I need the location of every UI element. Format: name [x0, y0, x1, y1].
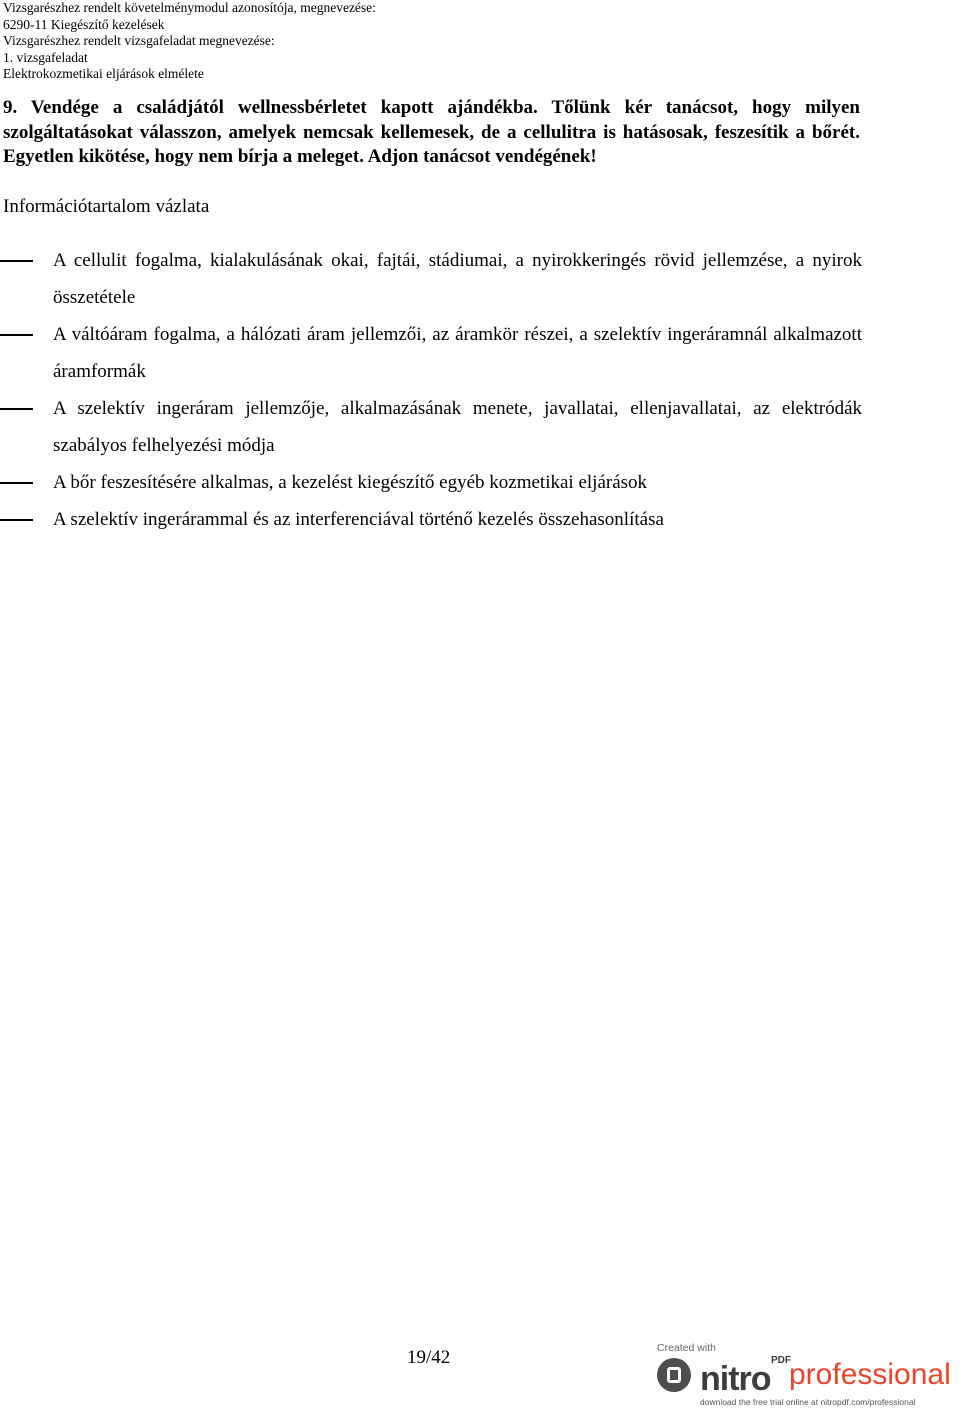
watermark-pdf: PDF: [771, 1355, 791, 1366]
list-item-text: A szelektív ingerárammal és az interferenciával történő kezelés összehasonlítása: [53, 509, 664, 530]
nitro-logo-icon: [657, 1358, 691, 1392]
task-statement: 9. Vendége a családjától wellnessbérletet kapott ajándékba. Tőlünk kér tanácsot, hogy milyen szolgáltatásokat válasszon, amelyek nemcsak kellemesek, de a cellulitra is hatásosak, feszesítik a bőrét. Egyetlen kikötése, hogy nem bírja a meleget. Adjon tanácsot vendégének!: [3, 97, 860, 167]
page-number: 19/42: [407, 1347, 451, 1368]
list-item-text: A bőr feszesítésére alkalmas, a kezelést kiegészítő egyéb kozmetikai eljárások: [53, 472, 648, 493]
dash-bullet-icon: [0, 334, 33, 336]
document-header: [3, 0, 376, 83]
header-line: 6290-11 Kiegészítő kezelések: [3, 16, 165, 32]
section-title: Információtartalom vázlata: [3, 196, 210, 217]
list-item-text: A váltóáram fogalma, a hálózati áram jellemzői, az áramkör részei, a szelektív ingeráramnál alkalmazott áramformák: [53, 324, 862, 382]
dash-bullet-icon: [0, 482, 33, 484]
list-item-text: A szelektív ingeráram jellemzője, alkalmazásának menete, javallatai, ellenjavallatai, az elektródák szabályos felhelyezési módja: [53, 398, 862, 456]
list-item: [0, 464, 862, 501]
list-item-text: A cellulit fogalma, kialakulásának okai, fajtái, stádiumai, a nyirokkeringés rövid jellemzése, a nyirok összetétele: [53, 250, 862, 308]
dash-bullet-icon: [0, 519, 33, 521]
list-item: [0, 242, 862, 316]
watermark-brand: nitro: [700, 1360, 771, 1398]
list-item: [0, 501, 862, 538]
dash-bullet-icon: [0, 408, 33, 410]
header-line: Elektrokozmetikai eljárások elmélete: [3, 66, 204, 82]
watermark-created-with: Created with: [657, 1342, 716, 1354]
nitro-watermark: [656, 1340, 956, 1411]
header-line: 1. vizsgafeladat: [3, 49, 88, 65]
watermark-trial-text: download the free trial online at nitropdf.com/professional: [700, 1397, 916, 1407]
watermark-product: professional: [789, 1358, 951, 1391]
header-line: Vizsgarészhez rendelt vizsgafeladat megnevezése:: [3, 33, 275, 49]
outline-list: [0, 242, 862, 538]
list-item: [0, 316, 862, 390]
header-line: Vizsgarészhez rendelt követelménymodul azonosítója, megnevezése:: [3, 0, 376, 15]
dash-bullet-icon: [0, 260, 33, 262]
list-item: [0, 390, 862, 464]
